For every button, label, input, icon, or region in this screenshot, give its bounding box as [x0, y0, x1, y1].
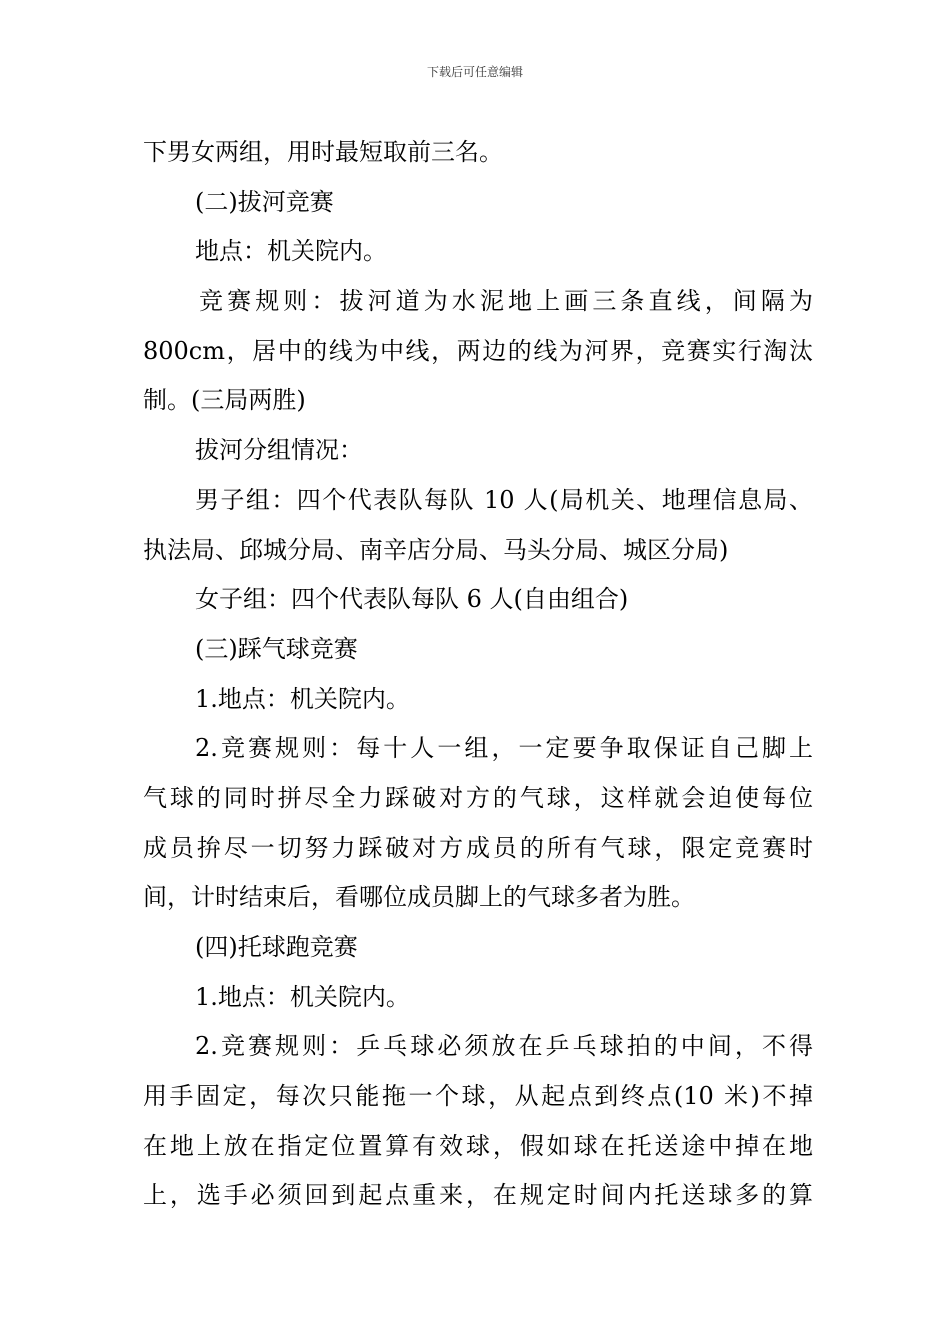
paragraph-line: 用手固定，每次只能拖一个球，从起点到终点(10 米)不掉 [143, 1082, 813, 1111]
paragraph-line: 女子组：四个代表队每队 6 人(自由组合) [195, 585, 629, 614]
document-body [143, 128, 813, 1221]
section-heading-ball-carry: (四)托球跑竞赛 [195, 933, 358, 961]
section-heading-balloon: (三)踩气球竞赛 [195, 634, 358, 663]
paragraph-line: 2.竞赛规则：每十人一组，一定要争取保证自己脚上 [195, 734, 813, 763]
paragraph-line: 地点：机关院内。 [195, 237, 387, 266]
paragraph-line: 2.竞赛规则：乒乓球必须放在乒乓球拍的中间，不得 [195, 1032, 813, 1061]
paragraph-line: 1.地点：机关院内。 [195, 684, 410, 713]
paragraph-line: 在地上放在指定位置算有效球，假如球在托送途中掉在地 [143, 1131, 813, 1160]
paragraph-line: 800cm，居中的线为中线，两边的线为河界，竞赛实行淘汰 [143, 336, 813, 365]
paragraph-line: 间，计时结束后，看哪位成员脚上的气球多者为胜。 [143, 883, 695, 912]
paragraph-line: 成员拚尽一切努力踩破对方成员的所有气球，限定竞赛时 [143, 833, 813, 862]
paragraph-line: 男子组：四个代表队每队 10 人(局机关、地理信息局、 [195, 485, 813, 514]
paragraph-line: 气球的同时拼尽全力踩破对方的气球，这样就会迫使每位 [143, 783, 813, 812]
paragraph-line: 拔河分组情况： [195, 436, 363, 465]
paragraph-line: 1.地点：机关院内。 [195, 982, 410, 1011]
paragraph-line: 执法局、邱城分局、南辛店分局、马头分局、城区分局) [143, 535, 729, 564]
section-heading-tug-of-war: (二)拔河竞赛 [195, 187, 334, 216]
paragraph-line: 竞赛规则：拔河道为水泥地上画三条直线，间隔为 [199, 287, 813, 316]
paragraph-line: 上，选手必须回到起点重来，在规定时间内托送球多的算 [143, 1181, 813, 1210]
paragraph-line: 制。(三局两胜) [143, 386, 306, 415]
paragraph-line: 下男女两组，用时最短取前三名。 [143, 138, 503, 166]
page-header-note: 下载后可任意编辑 [426, 65, 523, 79]
